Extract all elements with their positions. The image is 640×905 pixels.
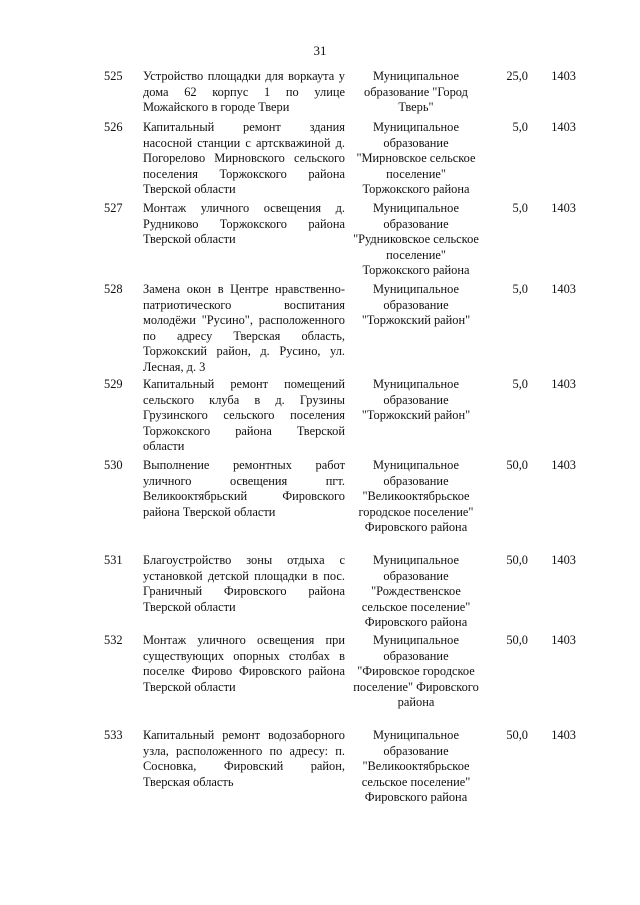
- row-municipality: Муниципальное образование "Великооктябрьское городское поселение" Фировского района: [358, 458, 474, 534]
- page-number: 31: [313, 43, 327, 58]
- row-code: 1403: [551, 201, 576, 215]
- row-number: 525: [104, 69, 123, 83]
- row-number: 528: [104, 282, 123, 296]
- row-number: 531: [104, 553, 123, 567]
- row-amount: 5,0: [512, 120, 528, 134]
- row-amount: 5,0: [512, 282, 528, 296]
- row-municipality: Муниципальное образование "Великооктябрьское сельское поселение" Фировского района: [361, 728, 471, 804]
- row-number: 533: [104, 728, 123, 742]
- row-code: 1403: [551, 458, 576, 472]
- row-municipality: Муниципальное образование "Город Тверь": [364, 69, 468, 114]
- row-amount: 5,0: [512, 201, 528, 215]
- row-number: 529: [104, 377, 123, 391]
- row-number: 527: [104, 201, 123, 215]
- row-code: 1403: [551, 120, 576, 134]
- row-municipality: Муниципальное образование "Рудниковское сельское поселение" Торжокского района: [353, 201, 479, 277]
- row-amount: 25,0: [506, 69, 528, 83]
- row-description: Капитальный ремонт водозаборного узла, расположенного по адресу: п. Сосновка, Фировский район, Тверская область: [143, 728, 345, 789]
- row-municipality: Муниципальное образование "Фировское городское поселение" Фировского района: [353, 633, 479, 709]
- row-description: Капитальный ремонт здания насосной станции с артскважиной д. Погорелово Мирновского сельского поселения Торжокского района Тверской области: [143, 120, 345, 196]
- row-code: 1403: [551, 728, 576, 742]
- row-number: 532: [104, 633, 123, 647]
- row-amount: 50,0: [506, 728, 528, 742]
- row-number: 530: [104, 458, 123, 472]
- row-code: 1403: [551, 377, 576, 391]
- row-code: 1403: [551, 553, 576, 567]
- row-code: 1403: [551, 282, 576, 296]
- row-description: Монтаж уличного освещения при существующих опорных столбах в поселке Фирово Фировского района Тверской области: [143, 633, 345, 694]
- row-code: 1403: [551, 633, 576, 647]
- row-municipality: Муниципальное образование "Торжокский район": [361, 282, 471, 327]
- row-description: Замена окон в Центре нравственно-патриотического воспитания молодёжи "Русино", расположенного по адресу Тверская область, Торжокский район, д. Русино, ул. Лесная, д. 3: [143, 282, 345, 374]
- row-municipality: Муниципальное образование "Мирновское сельское поселение" Торжокского района: [356, 120, 476, 196]
- row-amount: 50,0: [506, 458, 528, 472]
- row-description: Благоустройство зоны отдыха с установкой детской площадки в пос. Граничный Фировского района Тверской области: [143, 553, 345, 614]
- row-description: Выполнение ремонтных работ уличного освещения пгт. Великооктябрьский Фировского района Тверской области: [143, 458, 345, 519]
- row-amount: 50,0: [506, 633, 528, 647]
- row-municipality: Муниципальное образование "Торжокский район": [361, 377, 471, 422]
- row-description: Устройство площадки для воркаута у дома 62 корпус 1 по улице Можайского в городе Твери: [143, 69, 345, 114]
- row-amount: 5,0: [512, 377, 528, 391]
- row-code: 1403: [551, 69, 576, 83]
- row-description: Капитальный ремонт помещений сельского клуба в д. Грузины Грузинского сельского поселения Торжокского района Тверской области: [143, 377, 345, 453]
- row-number: 526: [104, 120, 123, 134]
- row-description: Монтаж уличного освещения д. Рудниково Торжокского района Тверской области: [143, 201, 345, 246]
- row-municipality: Муниципальное образование "Рождественское сельское поселение" Фировского района: [361, 553, 471, 629]
- row-amount: 50,0: [506, 553, 528, 567]
